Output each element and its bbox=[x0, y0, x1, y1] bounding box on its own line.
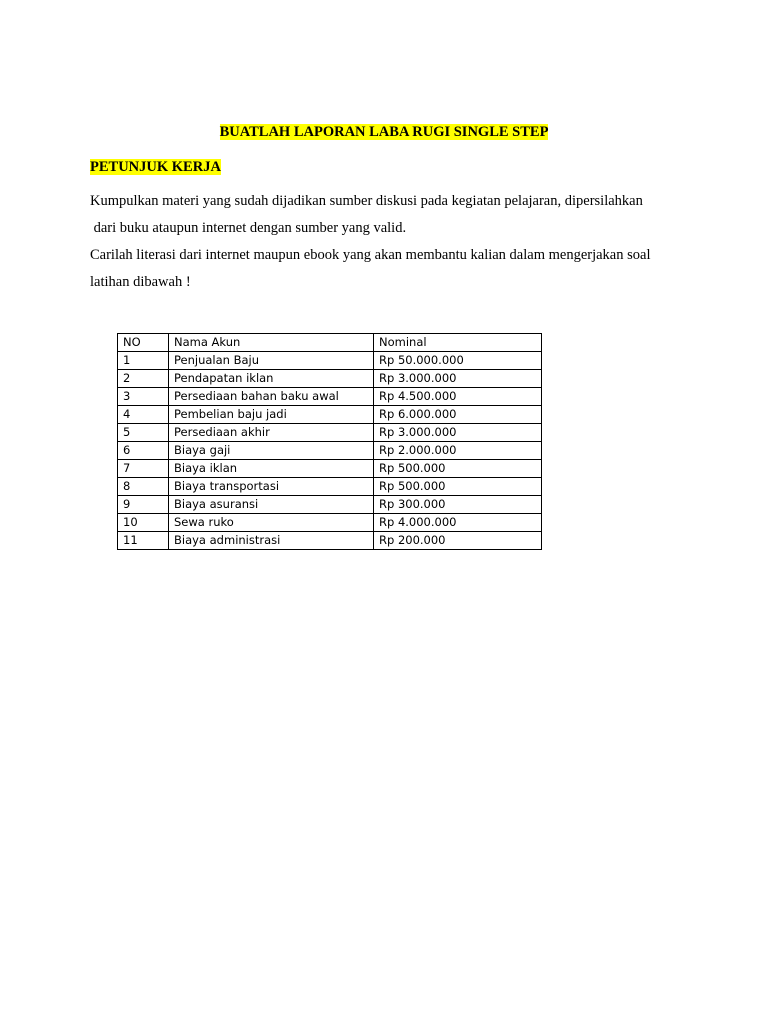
document-title-text: BUATLAH LAPORAN LABA RUGI SINGLE STEP bbox=[219, 124, 549, 140]
cell-nominal: Rp 4.000.000 bbox=[374, 514, 542, 532]
cell-no: 4 bbox=[118, 406, 169, 424]
cell-no: 10 bbox=[118, 514, 169, 532]
cell-no: 1 bbox=[118, 352, 169, 370]
paragraph-line-2: dari buku ataupun internet dengan sumber yang valid. bbox=[90, 220, 407, 236]
accounts-table bbox=[117, 333, 542, 550]
cell-account-name: Biaya iklan bbox=[169, 460, 374, 478]
table-row bbox=[118, 424, 542, 442]
cell-account-name: Pendapatan iklan bbox=[169, 370, 374, 388]
paragraph-line-3: Carilah literasi dari internet maupun ebook yang akan membantu kalian dalam mengerjakan soal bbox=[90, 247, 651, 263]
cell-no: 9 bbox=[118, 496, 169, 514]
section-heading-text: PETUNJUK KERJA bbox=[90, 159, 221, 175]
cell-nominal: Rp 6.000.000 bbox=[374, 406, 542, 424]
cell-nominal: Rp 200.000 bbox=[374, 532, 542, 550]
cell-nominal: Rp 2.000.000 bbox=[374, 442, 542, 460]
cell-account-name: Penjualan Baju bbox=[169, 352, 374, 370]
header-account-name: Nama Akun bbox=[169, 334, 374, 352]
table-row bbox=[118, 406, 542, 424]
table-row bbox=[118, 532, 542, 550]
cell-account-name: Persediaan akhir bbox=[169, 424, 374, 442]
cell-no: 11 bbox=[118, 532, 169, 550]
table-header-row bbox=[118, 334, 542, 352]
cell-account-name: Pembelian baju jadi bbox=[169, 406, 374, 424]
cell-nominal: Rp 50.000.000 bbox=[374, 352, 542, 370]
table-row bbox=[118, 370, 542, 388]
cell-nominal: Rp 500.000 bbox=[374, 460, 542, 478]
cell-account-name: Biaya gaji bbox=[169, 442, 374, 460]
cell-no: 6 bbox=[118, 442, 169, 460]
table-row bbox=[118, 388, 542, 406]
section-heading bbox=[90, 159, 221, 176]
cell-account-name: Sewa ruko bbox=[169, 514, 374, 532]
cell-no: 2 bbox=[118, 370, 169, 388]
table-row bbox=[118, 514, 542, 532]
cell-no: 8 bbox=[118, 478, 169, 496]
table-row bbox=[118, 478, 542, 496]
cell-account-name: Biaya asuransi bbox=[169, 496, 374, 514]
cell-nominal: Rp 3.000.000 bbox=[374, 370, 542, 388]
cell-nominal: Rp 4.500.000 bbox=[374, 388, 542, 406]
table-row bbox=[118, 496, 542, 514]
table-row bbox=[118, 442, 542, 460]
cell-account-name: Biaya administrasi bbox=[169, 532, 374, 550]
table-row bbox=[118, 352, 542, 370]
cell-no: 5 bbox=[118, 424, 169, 442]
cell-nominal: Rp 300.000 bbox=[374, 496, 542, 514]
document-title bbox=[0, 124, 768, 141]
table-row bbox=[118, 460, 542, 478]
header-no: NO bbox=[118, 334, 169, 352]
cell-no: 3 bbox=[118, 388, 169, 406]
cell-account-name: Persediaan bahan baku awal bbox=[169, 388, 374, 406]
cell-account-name: Biaya transportasi bbox=[169, 478, 374, 496]
header-nominal: Nominal bbox=[374, 334, 542, 352]
cell-no: 7 bbox=[118, 460, 169, 478]
cell-nominal: Rp 500.000 bbox=[374, 478, 542, 496]
paragraph-line-1: Kumpulkan materi yang sudah dijadikan sumber diskusi pada kegiatan pelajaran, dipersilahkan bbox=[90, 193, 643, 209]
paragraph-line-4: latihan dibawah ! bbox=[90, 274, 191, 290]
cell-nominal: Rp 3.000.000 bbox=[374, 424, 542, 442]
